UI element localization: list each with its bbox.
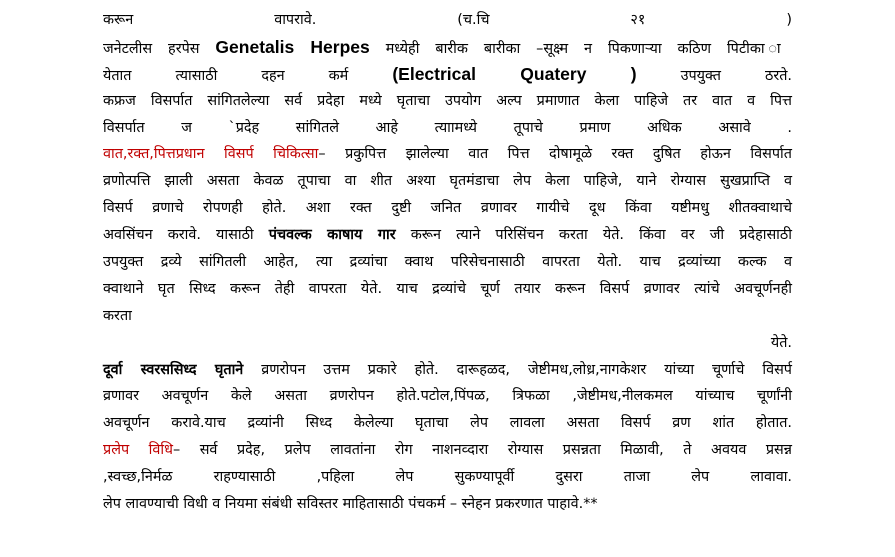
line-text: व्रणावर अवचूर्णन केले असता व्रणरोपन होते.पटोल,पिंपळ, त्रिफळा ,जेष्टीमध,नीलकमल यांच्याच चूर्णांनी [103, 388, 792, 405]
line-text: अवचूर्णन करावे.याच द्रव्यांनी सिध्द केलेल्या घृताचा लेप लावला असता विसर्प व्रण शांत होतात. [103, 415, 792, 432]
line-text: येते. [770, 334, 792, 351]
line-text: उपयुक्त ठरते. [636, 67, 792, 84]
line-text: येतात त्यासाठी दहन कर्म [103, 67, 393, 84]
line-text: करून त्याने परिसिंचन करता येते. किंवा वर जी प्रदेहासाठी [395, 227, 792, 244]
latin-term: Genetalis Herpes [215, 36, 370, 57]
text-line-4 [103, 88, 792, 115]
text-line-3 [103, 61, 792, 88]
text-line-1 [103, 7, 792, 34]
latin-term: (Electrical Quatery ) [392, 63, 637, 84]
line-text: व्रणरोपन उत्तम प्रकारे होते. दारूहळद, जेष्टीमध,लोध्र,नागकेशर यांच्या चूर्णाचे विसर्प [243, 361, 792, 378]
line-text: लेप लावण्याची विधी व नियमा संबंधी सविस्तर माहितासाठी पंचकर्म – स्नेहन प्रकरणात पाहावे.** [103, 496, 598, 513]
line-text: – सर्व प्रदेह, प्रलेप लावतांना रोग नाशनव्दारा रोग्यास प्रसन्नता मिळावी, ते अवयव प्रसन्न [172, 442, 792, 459]
text-line-12 [103, 303, 792, 330]
line-text: करता [103, 307, 132, 324]
text-line-13 [103, 330, 792, 357]
bold-term: पंचवल्क काषाय गार [268, 227, 396, 244]
text-line-18 [103, 464, 792, 491]
text-line-8 [103, 195, 792, 222]
line-text: क्वाथाने घृत सिध्द करून तेही वापरता येते. याच द्रव्यांचे चूर्ण तयार करून विसर्प व्रणावर त्यांचे अवचूर्णनही [103, 280, 792, 297]
text-line-19 [103, 491, 792, 518]
text-line-5 [103, 115, 792, 142]
section-heading-vata-rakta-pitta: वात,रक्त,पित्तप्रधान विसर्प चिकित्सा [103, 146, 319, 163]
document-page [103, 7, 792, 518]
bold-term: दूर्वा स्वरससिध्द घृताने [103, 361, 244, 378]
line-text: जनेटलीस हरपेस [103, 40, 216, 57]
text-line-7 [103, 168, 792, 195]
section-heading-pralepa-vidhi: प्रलेप विधि [103, 442, 173, 459]
line-text: मध्येही बारीक बारीका –सूक्ष्म न पिकणाऱ्या कठिण पिटीका ा [369, 40, 792, 57]
line-text: ,स्वच्छ,निर्मळ राहण्यासाठी ,पहिला लेप सुकण्यापूर्वी दुसरा ताजा लेप लावावा. [103, 469, 792, 486]
line-text: कफ्रज विसर्पात सांगितलेल्या सर्व प्रदेहा मध्ये घृताचा उपयोग अल्प प्रमाणात केला पाहिजे तर वात व पित्त [103, 92, 792, 109]
text-line-17 [103, 437, 792, 464]
line-text: व्रणोत्पत्ति झाली असता केवळ तूपाचा वा शीत अश्या घृतमंडाचा लेप केला पाहिजे, याने रोग्यास सुखप्राप्ति व [103, 173, 792, 190]
text-line-10 [103, 249, 792, 276]
line-text: करून वापरावे. (च.चि २१ ) [103, 12, 792, 28]
line-text: विसर्पात ज `प्रदेह सांगितले आहे त्याामध्ये तूपाचे प्रमाण अधिक असावे . [103, 119, 792, 136]
text-line-16 [103, 410, 792, 437]
line-text: – प्रकुपित्त झालेल्या वात पित्त दोषामूळे रक्त दुषित होऊन विसर्पात [318, 146, 792, 163]
text-line-6 [103, 141, 792, 168]
text-line-15 [103, 383, 792, 410]
text-line-14 [103, 357, 792, 384]
line-text: उपयुक्त द्रव्ये सांगितली आहेत, त्या द्रव्यांचा क्वाथ परिसेचनासाठी वापरता येतो. याच द्रव्यांच्या कल्क व [103, 254, 792, 271]
line-text: विसर्प व्रणाचे रोपणही होते. अशा रक्त दुष्टी जनित व्रणावर गायीचे दूध किंवा यष्टीमधु शीतक्वाथाचे [103, 200, 792, 217]
text-line-11 [103, 276, 792, 303]
text-line-9 [103, 222, 792, 249]
line-text: अवसिंचन करावे. यासाठी [103, 227, 269, 244]
text-line-2 [103, 34, 792, 61]
